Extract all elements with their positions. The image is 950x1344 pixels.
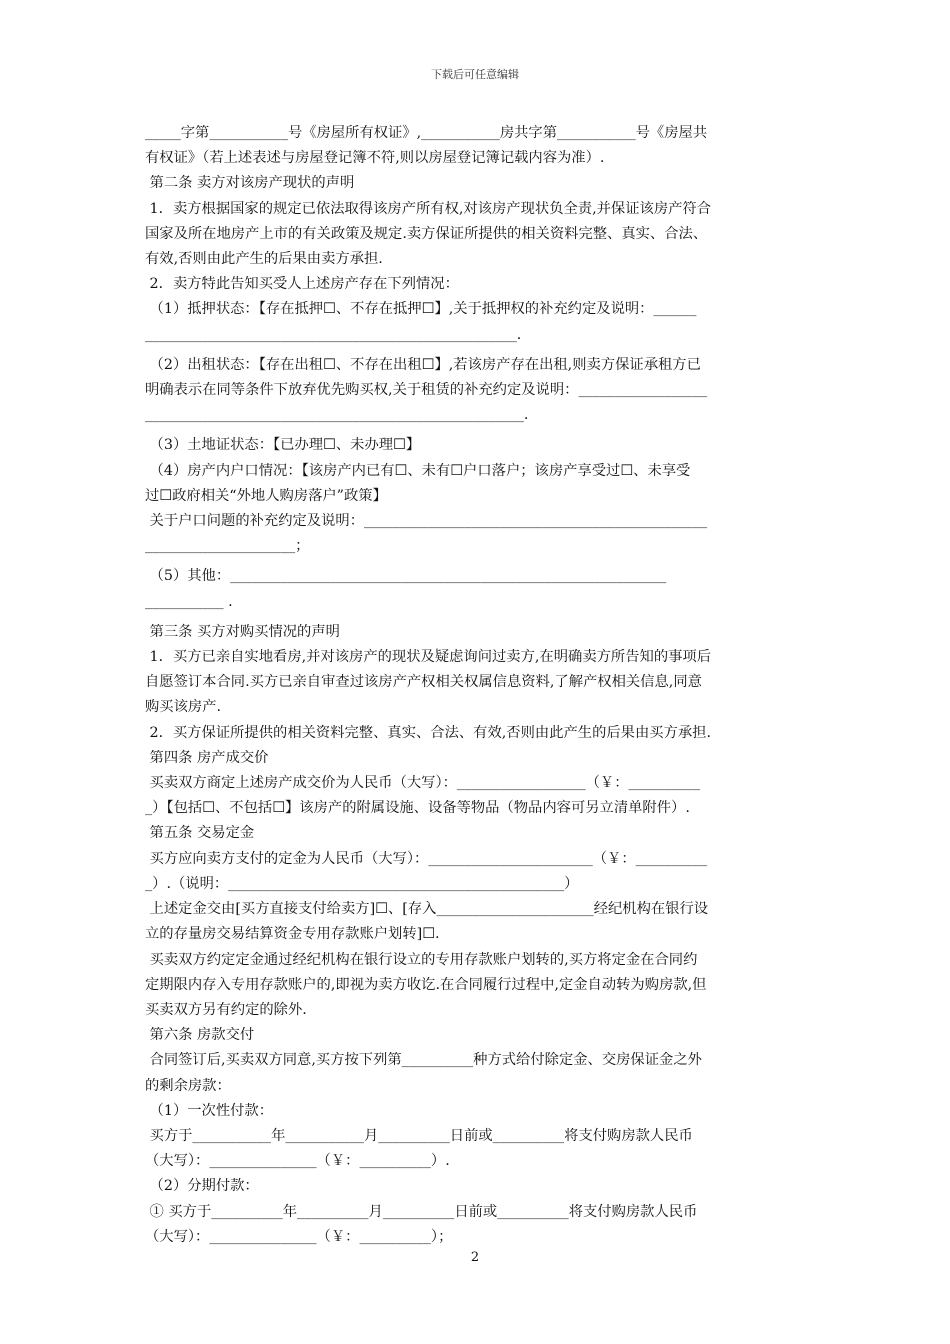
text-line: 1．买方已亲自实地看房,并对该房产的现状及疑虑询问过卖方,在明确卖方所告知的事项后: [145, 649, 712, 666]
text-line: 立的存量房交易结算资金专用存款账户划转]☐.: [145, 926, 440, 943]
document-body: [145, 121, 807, 1250]
text-line: ① 买方于__________年__________月__________日前或__________将支付购房款人民币: [145, 1203, 698, 1220]
text-line: 买方应向卖方支付的定金为人民币（大写）：_______________________（￥：__________: [145, 850, 708, 867]
text-line: 买方于___________年___________月__________日前或__________将支付购房款人民币: [145, 1127, 693, 1144]
text-line: 明确表示在同等条件下放弃优先购买权,关于租赁的补充约定及说明：__________________: [145, 382, 708, 399]
text-line: 第二条 卖方对该房产现状的声明: [145, 175, 355, 192]
text-line: _____________________；: [145, 538, 310, 555]
text-line: 第五条 交易定金: [145, 825, 255, 842]
text-line: （1）一次性付款：: [145, 1102, 274, 1119]
text-line: （大写）：_______________（￥：__________）；: [145, 1228, 453, 1245]
text-line: 第三条 买方对购买情况的声明: [145, 623, 340, 640]
text-line: ___________ .: [145, 593, 233, 610]
text-line: 购买该房产.: [145, 699, 222, 716]
text-line: 关于户口问题的补充约定及说明：________________________________________________: [145, 513, 708, 530]
text-line: 国家及所在地房产上市的有关政策及规定.卖方保证所提供的相关资料完整、真实、合法、: [145, 225, 708, 242]
text-line: 有权证》（若上述表述与房屋登记簿不符,则以房屋登记簿记载内容为准）.: [145, 150, 605, 167]
text-line: 上述定金交由[买方直接支付给卖方]☐、[存入______________________经纪机构在银行设: [145, 901, 709, 918]
text-line: （4）房产内户口情况：【该房产内已有☐、未有☐户口落户；该房产享受过☐、未享受: [145, 462, 691, 479]
text-line: 的剩余房款：: [145, 1077, 231, 1094]
text-line: 自愿签订本合同.买方已亲自审查过该房产产权相关权属信息资料,了解产权相关信息,同意: [145, 674, 702, 691]
text-line: （1）抵押状态：【存在抵押☐、不存在抵押☐】,关于抵押权的补充约定及说明：______: [145, 301, 697, 318]
text-line: 过☐政府相关“外地人购房落户”政策】: [145, 487, 387, 504]
text-line: （5）其他：_____________________________________________________________: [145, 568, 667, 585]
text-line: 第六条 房款交付: [145, 1027, 255, 1044]
text-line: （2）分期付款：: [145, 1178, 259, 1195]
text-line: 1．卖方根据国家的规定已依法取得该房产所有权,对该房产现状负全责,并保证该房产符合: [145, 200, 712, 217]
page-number: 2: [470, 1250, 480, 1265]
text-line: _____字第___________号《房屋所有权证》,___________房共字第___________号《房屋共: [145, 125, 708, 141]
text-line: _____________________________________________________.: [145, 407, 529, 424]
text-line: （3）土地证状态：【已办理☐、未办理☐】: [145, 437, 421, 454]
text-line: 2．买方保证所提供的相关资料完整、真实、合法、有效,否则由此产生的后果由买方承担.: [145, 724, 712, 741]
text-line: 有效,否则由此产生的后果由卖方承担.: [145, 251, 383, 268]
text-line: _）【包括☐、不包括☐】该房产的附属设施、设备等物品（物品内容可另立清单附件）.: [145, 800, 690, 817]
text-line: （2）出租状态：【存在出租☐、不存在出租☐】,若该房产存在出租,则卖方保证承租方已: [145, 356, 701, 373]
text-line: 定期限内存入专用存款账户的,即视为卖方收讫.在合同履行过程中,定金自动转为购房款,但: [145, 976, 707, 993]
text-line: 买卖双方约定定金通过经纪机构在银行设立的专用存款账户划转的,买方将定金在合同约: [145, 951, 698, 968]
text-line: 2．卖方特此告知买受人上述房产存在下列情况：: [145, 276, 459, 293]
text-line: （大写）：_______________（￥：__________）.: [145, 1153, 450, 1170]
text-line: 合同签订后,买卖双方同意,买方按下列第__________种方式给付除定金、交房保证金之外: [145, 1052, 702, 1069]
text-line: ____________________________________________________.: [145, 326, 522, 343]
text-line: 第四条 房产成交价: [145, 749, 269, 766]
text-line: 买卖双方商定上述房产成交价为人民币（大写）：__________________（￥：__________: [145, 775, 700, 792]
page-header: 下载后可任意编辑: [431, 68, 519, 81]
text-line: 买卖双方另有约定的除外.: [145, 1001, 307, 1018]
text-line: _）.（说明：_______________________________________________）: [145, 875, 579, 892]
